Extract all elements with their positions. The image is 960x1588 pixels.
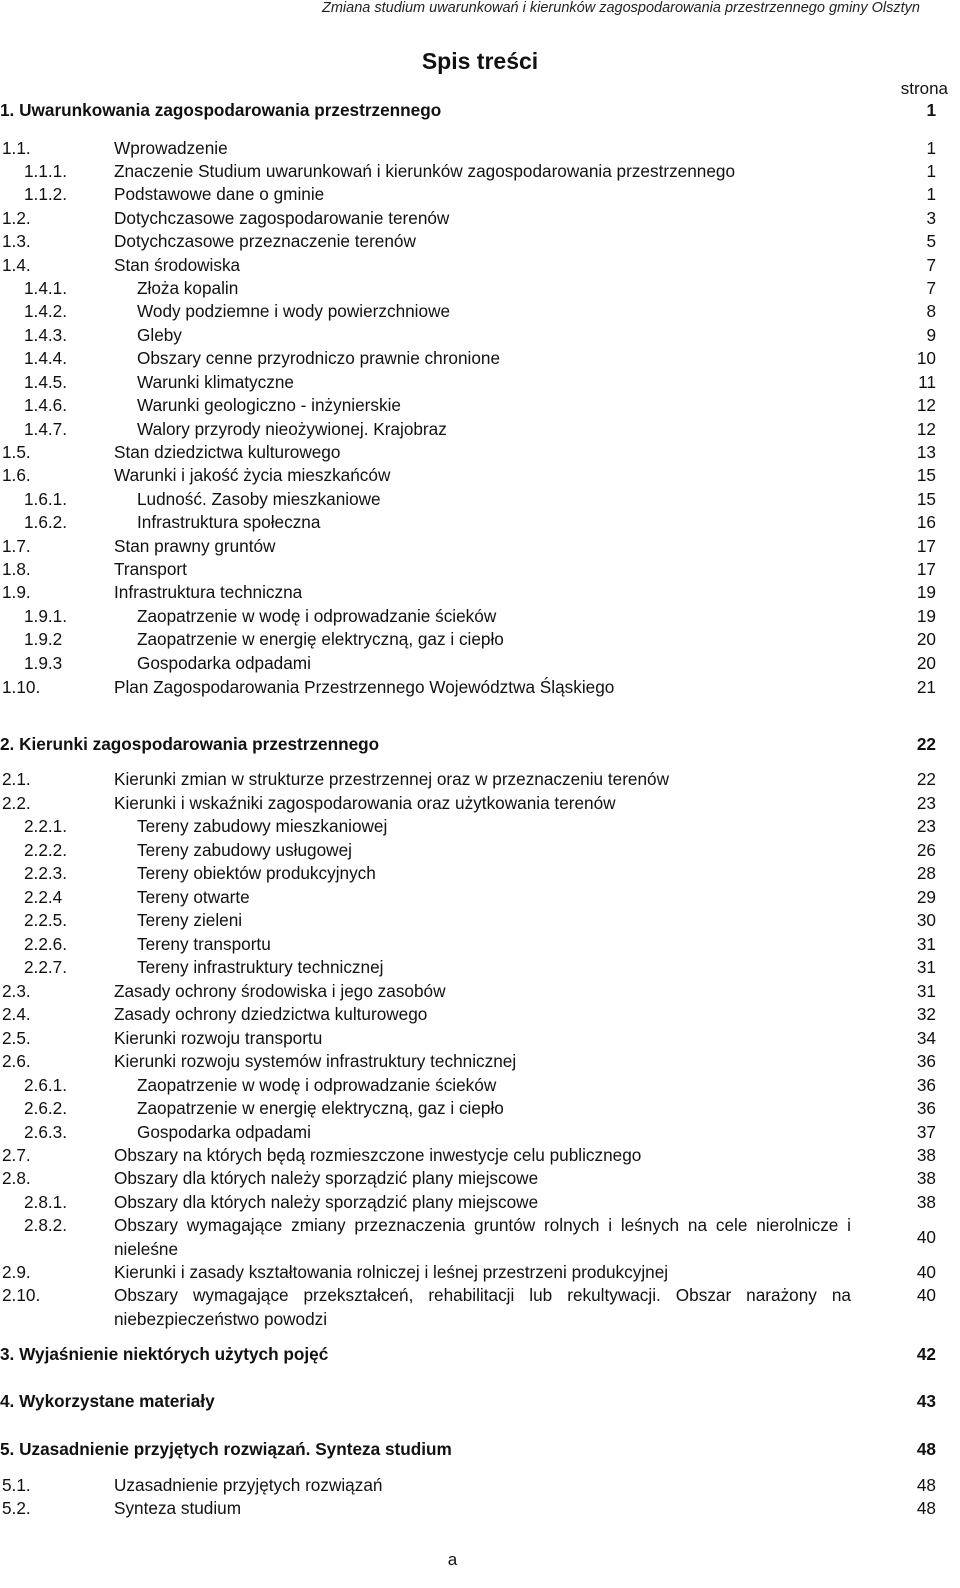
toc-page-number: 48 [916, 1475, 936, 1495]
toc-page-number: 1 [926, 161, 936, 181]
toc-entry-number: 1.4.3. [24, 325, 68, 345]
toc-entry-title: Podstawowe dane o gminie [114, 184, 325, 204]
toc-entry-number: 1.9.1. [24, 606, 68, 626]
toc-entry-number: 1.6. [2, 465, 31, 485]
toc-page-number: 36 [916, 1075, 936, 1095]
toc-entry-number: 2.6.2. [24, 1098, 68, 1118]
toc-entry-number: 2.2. [2, 793, 31, 813]
toc-entry-title: Obszary na których będą rozmieszczone inwestycje celu publicznego [114, 1145, 642, 1165]
toc-entry[interactable] [0, 535, 960, 559]
toc-page-number: 28 [916, 863, 936, 883]
toc-entry[interactable] [0, 1261, 960, 1285]
toc-page-number: 19 [916, 606, 936, 626]
toc-entry-number: 2.8. [2, 1168, 31, 1188]
toc-entry[interactable] [0, 277, 960, 301]
toc-entry[interactable] [0, 605, 960, 629]
toc-entry-title: Obszary cenne przyrodniczo prawnie chronione [137, 348, 501, 368]
toc-page-number: 31 [916, 934, 936, 954]
toc-entry-title: Tereny zieleni [137, 910, 243, 930]
toc-entry[interactable] [0, 886, 960, 910]
toc-entry-title: Walory przyrody nieożywionej. Krajobraz [137, 419, 447, 439]
toc-entry-title: Zaopatrzenie w wodę i odprowadzanie ścieków [137, 1075, 497, 1095]
toc-entry[interactable] [0, 933, 960, 957]
toc-page-number: 7 [926, 278, 936, 298]
toc-entry-title: Gleby [137, 325, 182, 345]
toc-entry-title: Tereny otwarte [137, 887, 250, 907]
toc-page-number: 1 [926, 100, 936, 120]
toc-entry[interactable] [0, 347, 960, 371]
toc-entry-title: Kierunki zmian w strukturze przestrzennej oraz w przeznaczeniu terenów [114, 769, 670, 789]
toc-page-number: 8 [926, 301, 936, 321]
toc-entry-title: 3. Wyjaśnienie niektórych użytych pojęć [0, 1344, 329, 1364]
toc-entry-number: 2.6. [2, 1051, 31, 1071]
toc-entry-number: 1.7. [2, 536, 31, 556]
toc-entry[interactable] [0, 183, 960, 207]
toc-entry-title: Dotychczasowe zagospodarowanie terenów [114, 208, 450, 228]
toc-entry-title: 1. Uwarunkowania zagospodarowania przestrzennego [0, 100, 442, 120]
toc-entry[interactable] [0, 1284, 960, 1332]
toc-entry-number: 1.4.5. [24, 372, 68, 392]
toc-entry-number: 2.2.6. [24, 934, 68, 954]
toc-page-number: 36 [916, 1051, 936, 1071]
toc-entry-title: Warunki geologiczno - inżynierskie [137, 395, 401, 415]
toc-entry-title: Infrastruktura społeczna [137, 512, 321, 532]
toc-entry[interactable] [0, 676, 960, 700]
toc-page-number: 12 [916, 395, 936, 415]
toc-entry[interactable] [0, 511, 960, 535]
toc-entry[interactable] [0, 371, 960, 395]
toc-entry-number: 1.4.4. [24, 348, 68, 368]
toc-page-number: 17 [916, 559, 936, 579]
toc-page-number: 13 [916, 442, 936, 462]
toc-entry[interactable] [0, 1121, 960, 1145]
toc-entry[interactable] [0, 441, 960, 465]
toc-section-heading[interactable] [0, 1343, 960, 1367]
toc-entry-number: 2.5. [2, 1028, 31, 1048]
toc-entry-number: 5.1. [2, 1475, 31, 1495]
toc-page-number: 26 [916, 840, 936, 860]
toc-page-number: 15 [916, 465, 936, 485]
toc-page-number: 23 [916, 816, 936, 836]
toc-entry-number: 2.6.3. [24, 1122, 68, 1142]
toc-entry-number: 2.6.1. [24, 1075, 68, 1095]
toc-entry-title: Tereny zabudowy usługowej [137, 840, 352, 860]
running-header: Zmiana studium uwarunkowań i kierunków zagospodarowania przestrzennego gminy Olsztyn [321, 0, 920, 16]
toc-page-number: 15 [916, 489, 936, 509]
toc-entry-number: 1.1. [2, 138, 31, 158]
toc-entry-title: Wprowadzenie [114, 138, 228, 158]
toc-entry[interactable] [0, 815, 960, 839]
toc-entry[interactable] [0, 1050, 960, 1074]
toc-entry-number: 2.2.5. [24, 910, 68, 930]
toc-page-number: 34 [916, 1028, 936, 1048]
toc-entry-title: Obszary wymagające zmiany przeznaczenia gruntów rolnych i leśnych na cele nierolnicze i nieleśne [114, 1215, 851, 1259]
toc-entry-title: 4. Wykorzystane materiały [0, 1391, 215, 1411]
toc-page-number: 48 [916, 1498, 936, 1518]
toc-page-number: 22 [916, 769, 936, 789]
toc-page-number: 42 [916, 1344, 936, 1364]
toc-entry-number: 2.10. [2, 1285, 41, 1305]
toc-entry-title: Synteza studium [114, 1498, 242, 1518]
toc-entry-number: 1.9.2 [24, 629, 63, 649]
toc-entry-title: Stan środowiska [114, 255, 241, 275]
toc-page-number: 16 [916, 512, 936, 532]
toc-page-number: 23 [916, 793, 936, 813]
toc-entry[interactable] [0, 839, 960, 863]
toc-page-number: 11 [918, 372, 936, 392]
toc-page-number: 38 [916, 1192, 936, 1212]
toc-entry[interactable] [0, 300, 960, 324]
toc-entry-number: 2.4. [2, 1004, 31, 1024]
toc-page-number: 40 [916, 1262, 936, 1282]
toc-entry-title: Wody podziemne i wody powierzchniowe [137, 301, 451, 321]
toc-entry-number: 2.2.2. [24, 840, 68, 860]
page-column-label: strona [900, 79, 948, 98]
toc-entry-number: 1.4.6. [24, 395, 68, 415]
toc-entry-title: Zaopatrzenie w wodę i odprowadzanie ścieków [137, 606, 497, 626]
toc-entry-title: Stan dziedzictwa kulturowego [114, 442, 341, 462]
toc-entry-number: 1.5. [2, 442, 31, 462]
toc-page-number: 20 [916, 629, 936, 649]
toc-entry-title: Tereny obiektów produkcyjnych [137, 863, 376, 883]
toc-entry[interactable] [0, 324, 960, 348]
toc-entry[interactable] [0, 1144, 960, 1168]
toc-entry-title: Zaopatrzenie w energię elektryczną, gaz i ciepło [137, 629, 504, 649]
toc-entry[interactable] [0, 1474, 960, 1498]
toc-section-heading[interactable] [0, 733, 960, 757]
toc-entry-number: 1.2. [2, 208, 31, 228]
toc-entry-title: Transport [114, 559, 187, 579]
toc-entry-number: 5.2. [2, 1498, 31, 1518]
toc-entry-number: 2.2.4 [24, 887, 63, 907]
toc-page-number: 19 [916, 582, 936, 602]
toc-page-number: 36 [916, 1098, 936, 1118]
toc-page-number: 21 [916, 677, 936, 697]
toc-entry-title: Tereny transportu [137, 934, 271, 954]
toc-entry[interactable] [0, 230, 960, 254]
toc-entry[interactable] [0, 956, 960, 980]
toc-entry-title: Zasady ochrony dziedzictwa kulturowego [114, 1004, 428, 1024]
toc-entry-number: 1.6.1. [24, 489, 68, 509]
toc-entry-title: Kierunki rozwoju systemów infrastruktury technicznej [114, 1051, 517, 1071]
toc-entry[interactable] [0, 909, 960, 933]
toc-entry-number: 2.2.3. [24, 863, 68, 883]
toc-entry[interactable] [0, 464, 960, 488]
toc-entry-number: 2.2.7. [24, 957, 68, 977]
toc-page-number: 38 [916, 1145, 936, 1165]
toc-entry[interactable] [0, 1167, 960, 1191]
toc-page-number: 48 [916, 1439, 936, 1459]
toc-entry-number: 1.9. [2, 582, 31, 602]
toc-entry-title: 5. Uzasadnienie przyjętych rozwiązań. Synteza studium [0, 1439, 452, 1459]
toc-entry-title: Warunki klimatyczne [137, 372, 294, 392]
page-footer: a [447, 1550, 458, 1569]
toc-entry-title: Ludność. Zasoby mieszkaniowe [137, 489, 381, 509]
toc-page-number: 40 [916, 1285, 936, 1305]
toc-entry-title: Gospodarka odpadami [137, 1122, 311, 1142]
toc-entry-title: Plan Zagospodarowania Przestrzennego Województwa Śląskiego [114, 677, 615, 697]
toc-entry-title: Gospodarka odpadami [137, 653, 311, 673]
toc-entry-number: 2.8.2. [24, 1215, 68, 1235]
toc-entry-title: Stan prawny gruntów [114, 536, 276, 556]
toc-entry[interactable] [0, 1214, 960, 1262]
toc-entry[interactable] [0, 394, 960, 418]
toc-entry[interactable] [0, 652, 960, 676]
toc-entry-title: Kierunki i wskaźniki zagospodarowania oraz użytkowania terenów [114, 793, 616, 813]
toc-section-heading[interactable] [0, 1438, 960, 1462]
toc-entry[interactable] [0, 1497, 960, 1521]
toc-page-number: 9 [926, 325, 936, 345]
toc-entry-number: 1.8. [2, 559, 31, 579]
toc-entry[interactable] [0, 862, 960, 886]
toc-entry-title: 2. Kierunki zagospodarowania przestrzennego [0, 734, 380, 754]
toc-page-number: 32 [916, 1004, 936, 1024]
toc-entry-number: 2.2.1. [24, 816, 68, 836]
toc-entry-number: 2.7. [2, 1145, 31, 1165]
toc-entry[interactable] [0, 768, 960, 792]
toc-entry-title: Obszary dla których należy sporządzić plany miejscowe [114, 1192, 539, 1212]
toc-page-number: 17 [916, 536, 936, 556]
toc-entry-number: 1.9.3 [24, 653, 63, 673]
toc-entry-number: 1.6.2. [24, 512, 68, 532]
toc-entry-number: 1.4.2. [24, 301, 68, 321]
toc-page-number: 29 [916, 887, 936, 907]
toc-entry-title: Złoża kopalin [137, 278, 239, 298]
toc-entry[interactable] [0, 1074, 960, 1098]
toc-page-number: 12 [916, 419, 936, 439]
toc-page-number: 5 [926, 231, 936, 251]
toc-entry-title: Infrastruktura techniczna [114, 582, 303, 602]
toc-entry-title: Tereny infrastruktury technicznej [137, 957, 384, 977]
toc-page-number: 10 [916, 348, 936, 368]
toc-page-number: 30 [916, 910, 936, 930]
toc-entry[interactable] [0, 980, 960, 1004]
toc-entry[interactable] [0, 207, 960, 231]
toc-entry-title: Tereny zabudowy mieszkaniowej [137, 816, 388, 836]
toc-entry-number: 2.8.1. [24, 1192, 68, 1212]
toc-page-number: 3 [926, 208, 936, 228]
toc-entry-title: Kierunki rozwoju transportu [114, 1028, 323, 1048]
toc-entry-title: Zasady ochrony środowiska i jego zasobów [114, 981, 446, 1001]
toc-page-number: 7 [926, 255, 936, 275]
toc-entry-number: 1.4. [2, 255, 31, 275]
toc-entry[interactable] [0, 137, 960, 161]
toc-entry-number: 1.1.1. [24, 161, 68, 181]
page-title: Spis treści [421, 48, 539, 74]
toc-entry-number: 2.3. [2, 981, 31, 1001]
toc-page-number: 37 [916, 1122, 936, 1142]
toc-entry-title: Warunki i jakość życia mieszkańców [114, 465, 391, 485]
toc-page-number: 38 [916, 1168, 936, 1188]
toc-page-number: 43 [916, 1391, 936, 1411]
toc-entry[interactable] [0, 160, 960, 184]
toc-entry-number: 1.4.1. [24, 278, 68, 298]
toc-entry-title: Zaopatrzenie w energię elektryczną, gaz i ciepło [137, 1098, 504, 1118]
toc-page-number: 1 [926, 184, 936, 204]
toc-page-number: 22 [916, 734, 936, 754]
toc-entry-number: 1.3. [2, 231, 31, 251]
toc-entry-title: Obszary wymagające przekształceń, rehabilitacji lub rekultywacji. Obszar narażony na niebezpieczeństwo powodzi [114, 1285, 851, 1329]
toc-section-heading[interactable] [0, 99, 960, 123]
toc-entry-title: Dotychczasowe przeznaczenie terenów [114, 231, 416, 251]
toc-page-number: 1 [926, 138, 936, 158]
toc-entry[interactable] [0, 254, 960, 278]
toc-page-number: 20 [916, 653, 936, 673]
toc-entry[interactable] [0, 1097, 960, 1121]
toc-entry-title: Znaczenie Studium uwarunkowań i kierunków zagospodarowania przestrzennego [114, 161, 736, 181]
toc-entry[interactable] [0, 792, 960, 816]
toc-page-number: 40 [916, 1227, 936, 1247]
toc-entry-title: Uzasadnienie przyjętych rozwiązań [114, 1475, 383, 1495]
toc-entry[interactable] [0, 1191, 960, 1215]
toc-entry[interactable] [0, 558, 960, 582]
toc-entry-title: Kierunki i zasady kształtowania rolniczej i leśnej przestrzeni produkcyjnej [114, 1262, 669, 1282]
toc-entry-number: 1.10. [2, 677, 41, 697]
toc-entry-number: 2.1. [2, 769, 31, 789]
toc-entry[interactable] [0, 628, 960, 652]
toc-section-heading[interactable] [0, 1390, 960, 1414]
toc-entry[interactable] [0, 488, 960, 512]
toc-entry[interactable] [0, 581, 960, 605]
toc-entry[interactable] [0, 1003, 960, 1027]
toc-entry-number: 2.9. [2, 1262, 31, 1282]
toc-page-number: 31 [916, 957, 936, 977]
toc-entry-number: 1.1.2. [24, 184, 68, 204]
toc-entry[interactable] [0, 418, 960, 442]
toc-entry-number: 1.4.7. [24, 419, 68, 439]
toc-page-number: 31 [916, 981, 936, 1001]
toc-entry[interactable] [0, 1027, 960, 1051]
toc-entry-title: Obszary dla których należy sporządzić plany miejscowe [114, 1168, 539, 1188]
